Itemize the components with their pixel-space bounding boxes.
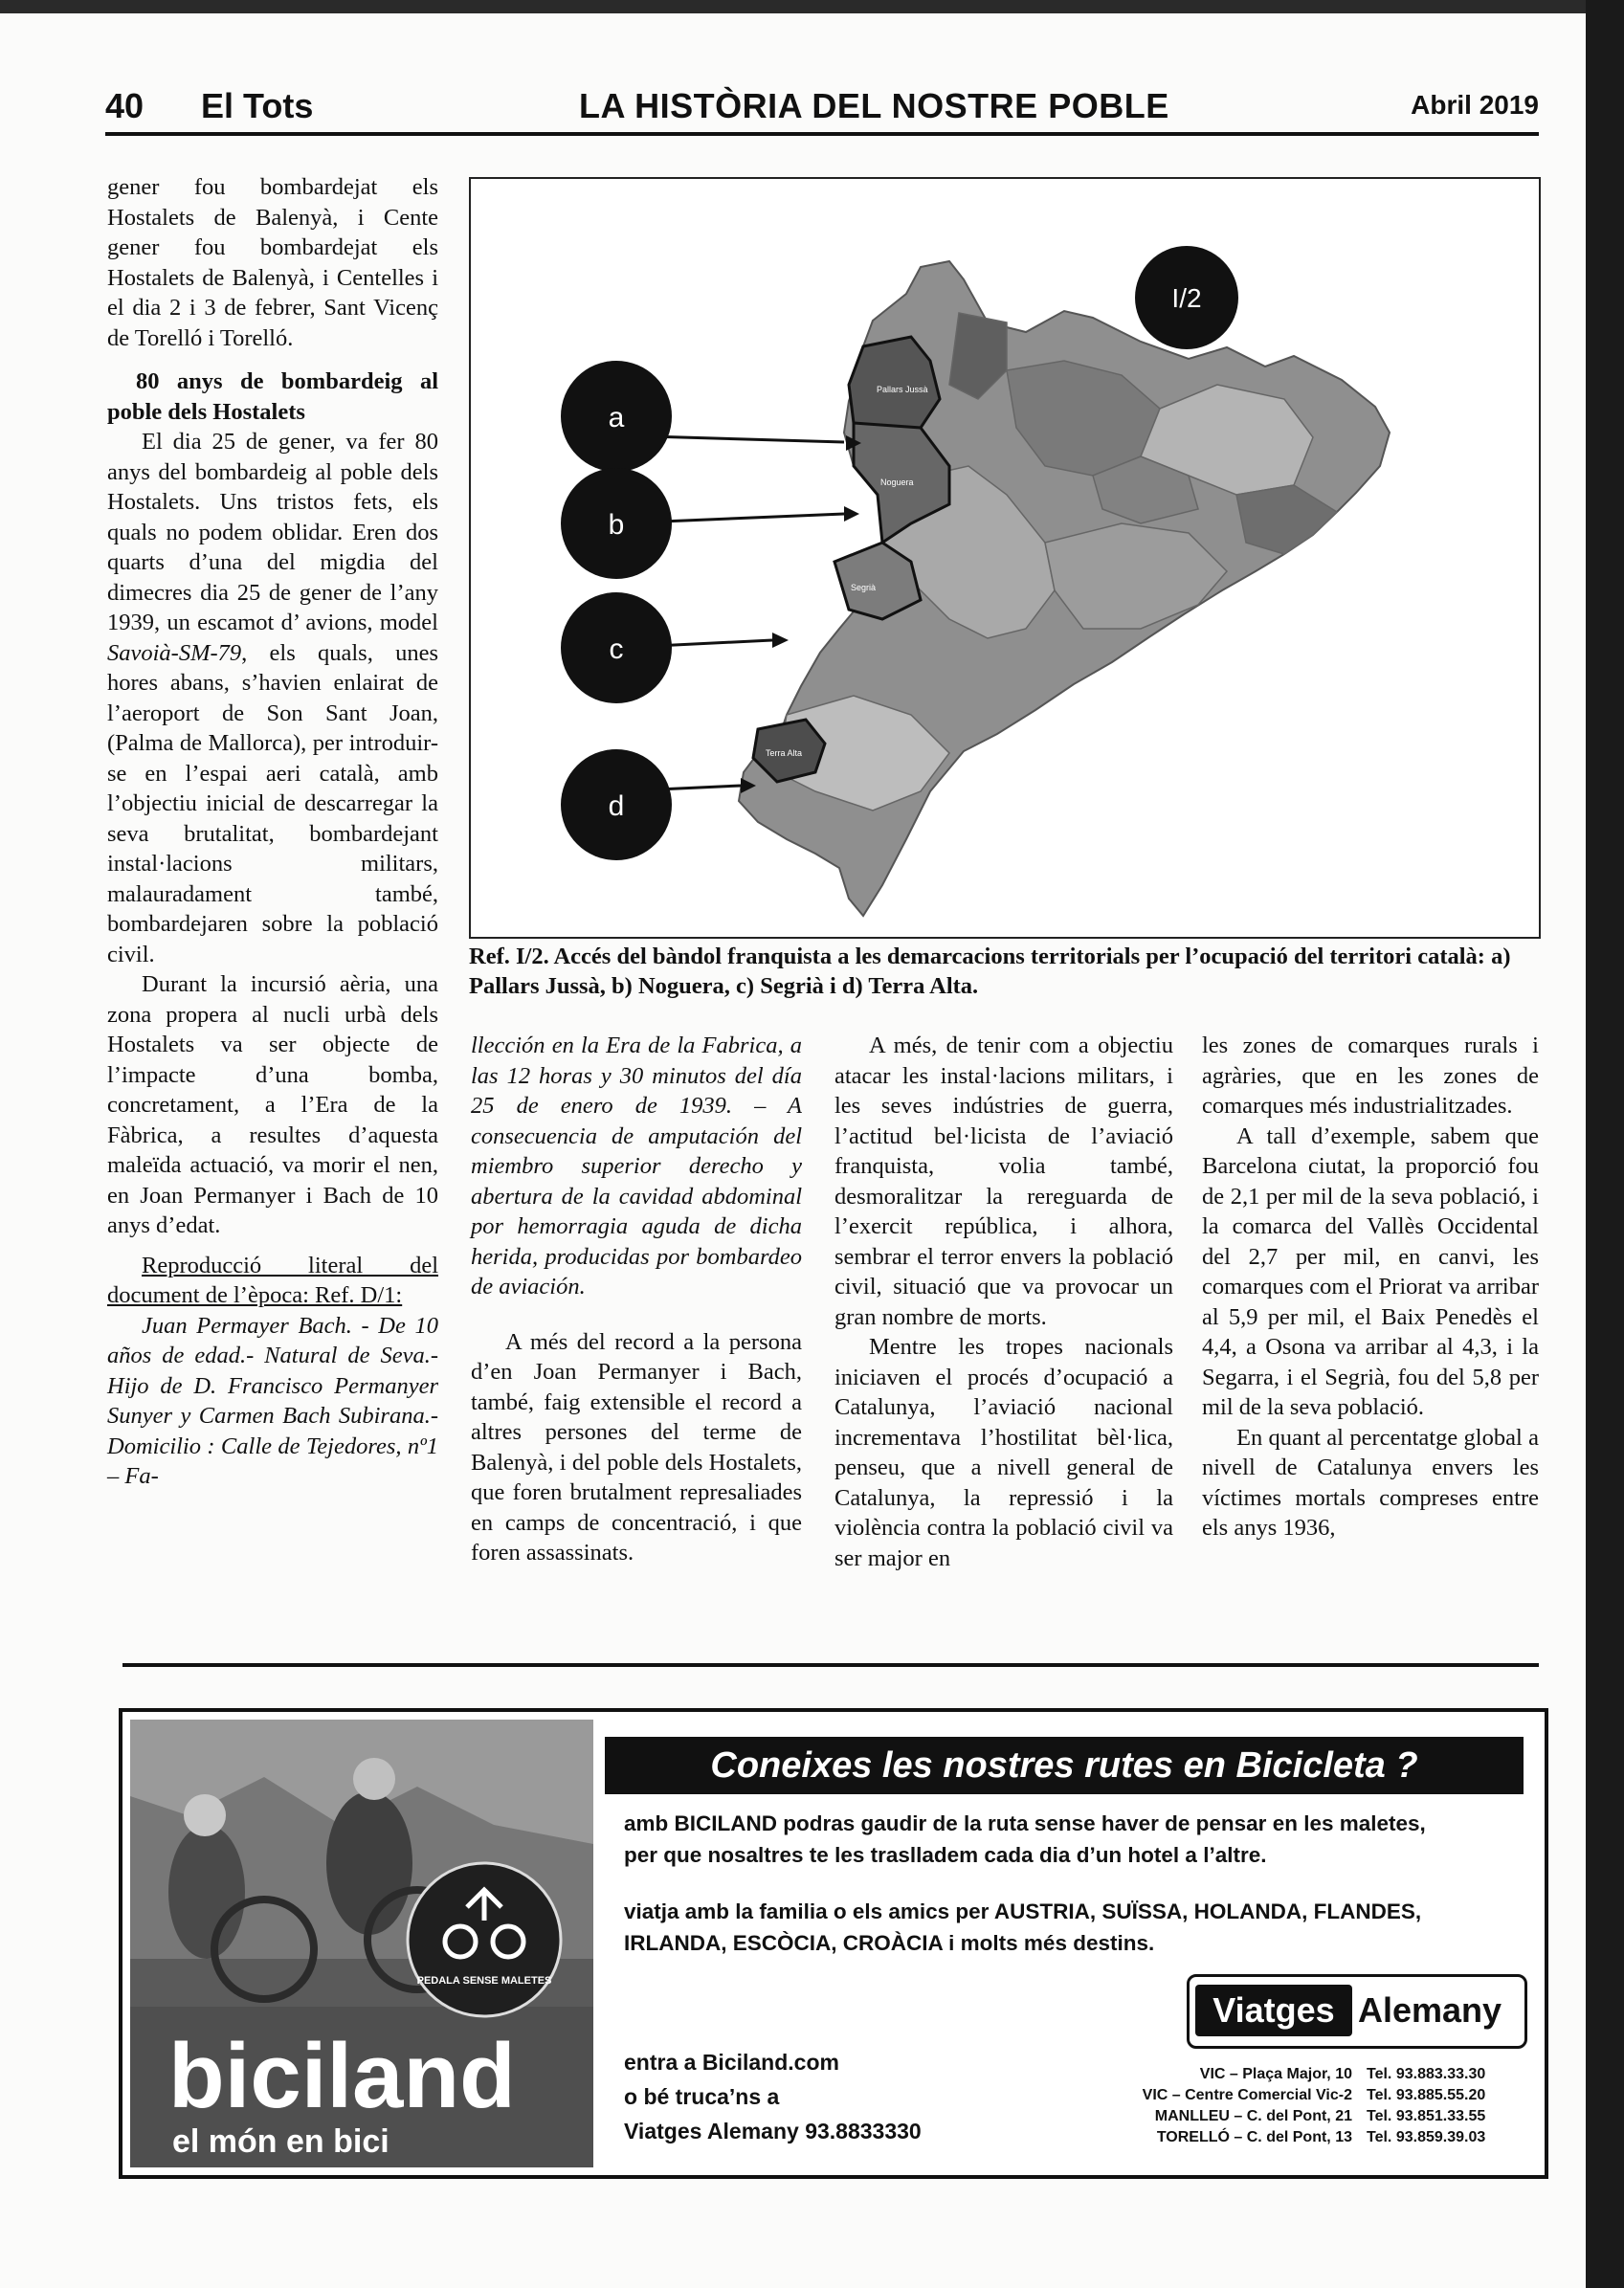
ad-text-line: viatja amb la familia o els amics per AUSTRIA, SUÏSSA, HOLANDA, FLANDES, [624, 1899, 1422, 1923]
address: VIC – Plaça Major, 10 [1199, 2066, 1352, 2082]
call-text: o bé truca’ns a [624, 2084, 780, 2109]
column-4 [1202, 1031, 1539, 1544]
marker-d [561, 749, 756, 860]
scan-top-border [0, 0, 1624, 13]
address: TORELLÓ – C. del Pont, 13 [1156, 2129, 1352, 2145]
region-label: Noguera [880, 478, 914, 487]
paragraph: A tall d’exemple, sabem que Barcelona ciutat, la proporció fou de 2,1 per mil de la seva població, i la comarca del Vallès Occidental del 2,7 per mil, en canvi, les comarques com el Priorat va arribar al 5,9 per mil, el Baix Penedès el 4,4, a Osona va arribar al 4,3, i la Segarra, i el Segrià, fou del 5,8 per mil de la seva població. [1202, 1122, 1539, 1420]
marker-c-label: c [609, 633, 624, 665]
intro-paragraph: gener fou bombardejat els Hostalets de Balenyà, i Cente gener fou bombardejat els Hostalets de Balenyà, i Centelles i el dia 2 i 3 de febrer, Sant Vicenç de Torelló i Torelló. [107, 174, 438, 351]
column-2 [471, 1031, 802, 1568]
map-figure [469, 177, 1541, 939]
biciland-logo: biciland [168, 2025, 516, 2127]
paragraph: les zones de comarques rurals i agràries, que en les zones de comarques més industrialitzades. [1202, 1033, 1539, 1119]
catalonia-map [471, 179, 1539, 937]
marker-b [561, 468, 859, 579]
ad-text-line: per que nosaltres te les traslladem cada dia d’un hotel a l’altre. [624, 1843, 1267, 1867]
logo-left-text: Viatges [1195, 1985, 1352, 2036]
column-1 [107, 172, 438, 1492]
figure-caption: Ref. I/2. Accés del bàndol franquista a les demarcacions territorials per l’ocupació del territori català: a) Pallars Jussà, b) Noguera, c) Segrià i d) Terra Alta. [469, 944, 1511, 999]
region-label: Terra Alta [766, 748, 803, 758]
paragraph: En quant al percentatge global a nivell de Catalunya envers les víctimes mortals compreses entre els anys 1936, [1202, 1424, 1539, 1541]
ad-separator-rule [122, 1663, 1539, 1667]
marker-b-label: b [608, 509, 625, 541]
paragraph-text: , els quals, unes hores abans, s’havien enlairat de l’aeroport de Son Sant Joan, (Palma de Mallorca), per introduir-se en l’espai aeri català, amb l’objectiu inicial de descarregar la seva brutalitat, bombardejant instal·lacions militars, malauradament també, bombardejaren sobre la població civil. [107, 639, 438, 967]
cyclists-photo [130, 1720, 593, 2167]
figure-badge-label: I/2 [1171, 283, 1202, 313]
address: MANLLEU – C. del Pont, 21 [1154, 2108, 1352, 2124]
website-text: entra a Biciland.com [624, 2050, 839, 2075]
ad-text-line: IRLANDA, ESCÒCIA, CROÀCIA i molts més destins. [624, 1931, 1155, 1955]
phone: Tel. 93.851.33.55 [1367, 2108, 1486, 2124]
phone-text: Viatges Alemany 93.8833330 [624, 2119, 922, 2144]
paragraph: Durant la incursió aèria, una zona propera al nucli urbà dels Hostalets va ser objecte de l’impacte d’una bomba, concretament, a l’Era de la Fàbrica, a resultes d’aquesta maleïda actuació, va morir el nen, en Joan Permanyer i Bach de 10 anys d’edat. [107, 971, 438, 1238]
pedala-sense-maletes-badge [408, 1863, 561, 2016]
paragraph: Mentre les tropes nacionals iniciaven el procés d’ocupació a Catalunya, l’aviació nacional incrementava l’hostilitat bèl·lica, penseu, que a nivell general de Catalunya, la repressió i la violència contra la població civil va ser major en [834, 1334, 1173, 1571]
document-reference: Reproducció literal del document de l’època: Ref. D/1: [107, 1252, 438, 1308]
marker-a-label: a [608, 402, 625, 433]
ad-headline: Coneixes les nostres rutes en Bicicleta ? [605, 1737, 1524, 1794]
catalonia-region-map [739, 261, 1390, 916]
issue-date: Abril 2019 [1411, 90, 1539, 120]
biciland-advertisement [119, 1708, 1548, 2179]
phone: Tel. 93.859.39.03 [1367, 2129, 1486, 2145]
aircraft-model: Savoià-SM-79 [107, 639, 242, 666]
paragraph: A més del record a la persona d’en Joan Permanyer i Bach, també, faig extensible el record a altres persones del terme de Balenyà, i del poble dels Hostalets, que foren brutalment represaliades en camps de concentració, i que foren assassinats. [471, 1328, 802, 1566]
logo-right-text: Alemany [1358, 1990, 1502, 2030]
paragraph: A més, de tenir com a objectiu atacar les instal·lacions militars, i les seves indústries de guerra, l’actitud bel·licista de l’aviació franquista, volia també, desmoralitzar la rereguarda de l’exercit república, i alhora, sembrar el terror envers la població civil, situació que va provocar un gran nombre de morts. [834, 1033, 1173, 1330]
biciland-tagline: el món en bici [172, 2123, 389, 2160]
phone: Tel. 93.883.33.30 [1367, 2066, 1486, 2082]
region-label: Pallars Jussà [877, 385, 928, 394]
cyclists-photo-graphic [130, 1720, 593, 2167]
page-number: 40 [105, 86, 145, 125]
marker-a [561, 361, 861, 472]
agency-addresses [1108, 2064, 1352, 2148]
viatges-alemany-logo [1187, 1974, 1527, 2049]
marker-d-label: d [608, 790, 625, 822]
badge-text: PEDALA SENSE MALETES [416, 1975, 552, 1987]
region-label: Segrià [851, 583, 877, 592]
phone: Tel. 93.885.55.20 [1367, 2087, 1486, 2103]
paragraph [107, 427, 438, 969]
paragraph-text: El dia 25 de gener, va fer 80 anys del bombardeig al poble dels Hostalets. Uns tristos fets, els quals no podem oblidar. Eren dos quarts d’una del migdia del dimecres dia 25 de gener de l’any 1939, un escamot d’ avions, model [107, 429, 438, 635]
article-heading: 80 anys de bombardeig al poble dels Hostalets [107, 368, 438, 425]
scan-right-border [1586, 0, 1624, 2288]
address: VIC – Centre Comercial Vic-2 [1142, 2087, 1352, 2103]
document-quote: Juan Permayer Bach. - De 10 años de edad.- Natural de Seva.-Hijo de D. Francisco Permanyer Sunyer y Carmen Bach Subirana.- Domicilio : Calle de Tejedores, nº1 – Fa- [107, 1312, 438, 1489]
magazine-name: El Tots [201, 86, 314, 125]
document-quote-continued: llección en la Era de la Fabrica, a las 12 horas y 30 minutos del día 25 de enero de 1939. – A consecuencia de amputación del miembro superior derecho y abertura de la cavidad abdominal por hemorragia aguda de dicha herida, producidas por bombardeo de aviación. [471, 1033, 802, 1299]
page-header [105, 80, 1539, 136]
column-3 [834, 1031, 1173, 1573]
agency-phones [1367, 2064, 1529, 2148]
marker-c [561, 592, 789, 703]
ad-contact [624, 2045, 922, 2148]
ad-text-line: amb BICILAND podras gaudir de la ruta sense haver de pensar en les maletes, [624, 1811, 1426, 1835]
section-title: LA HISTÒRIA DEL NOSTRE POBLE [579, 86, 1169, 125]
